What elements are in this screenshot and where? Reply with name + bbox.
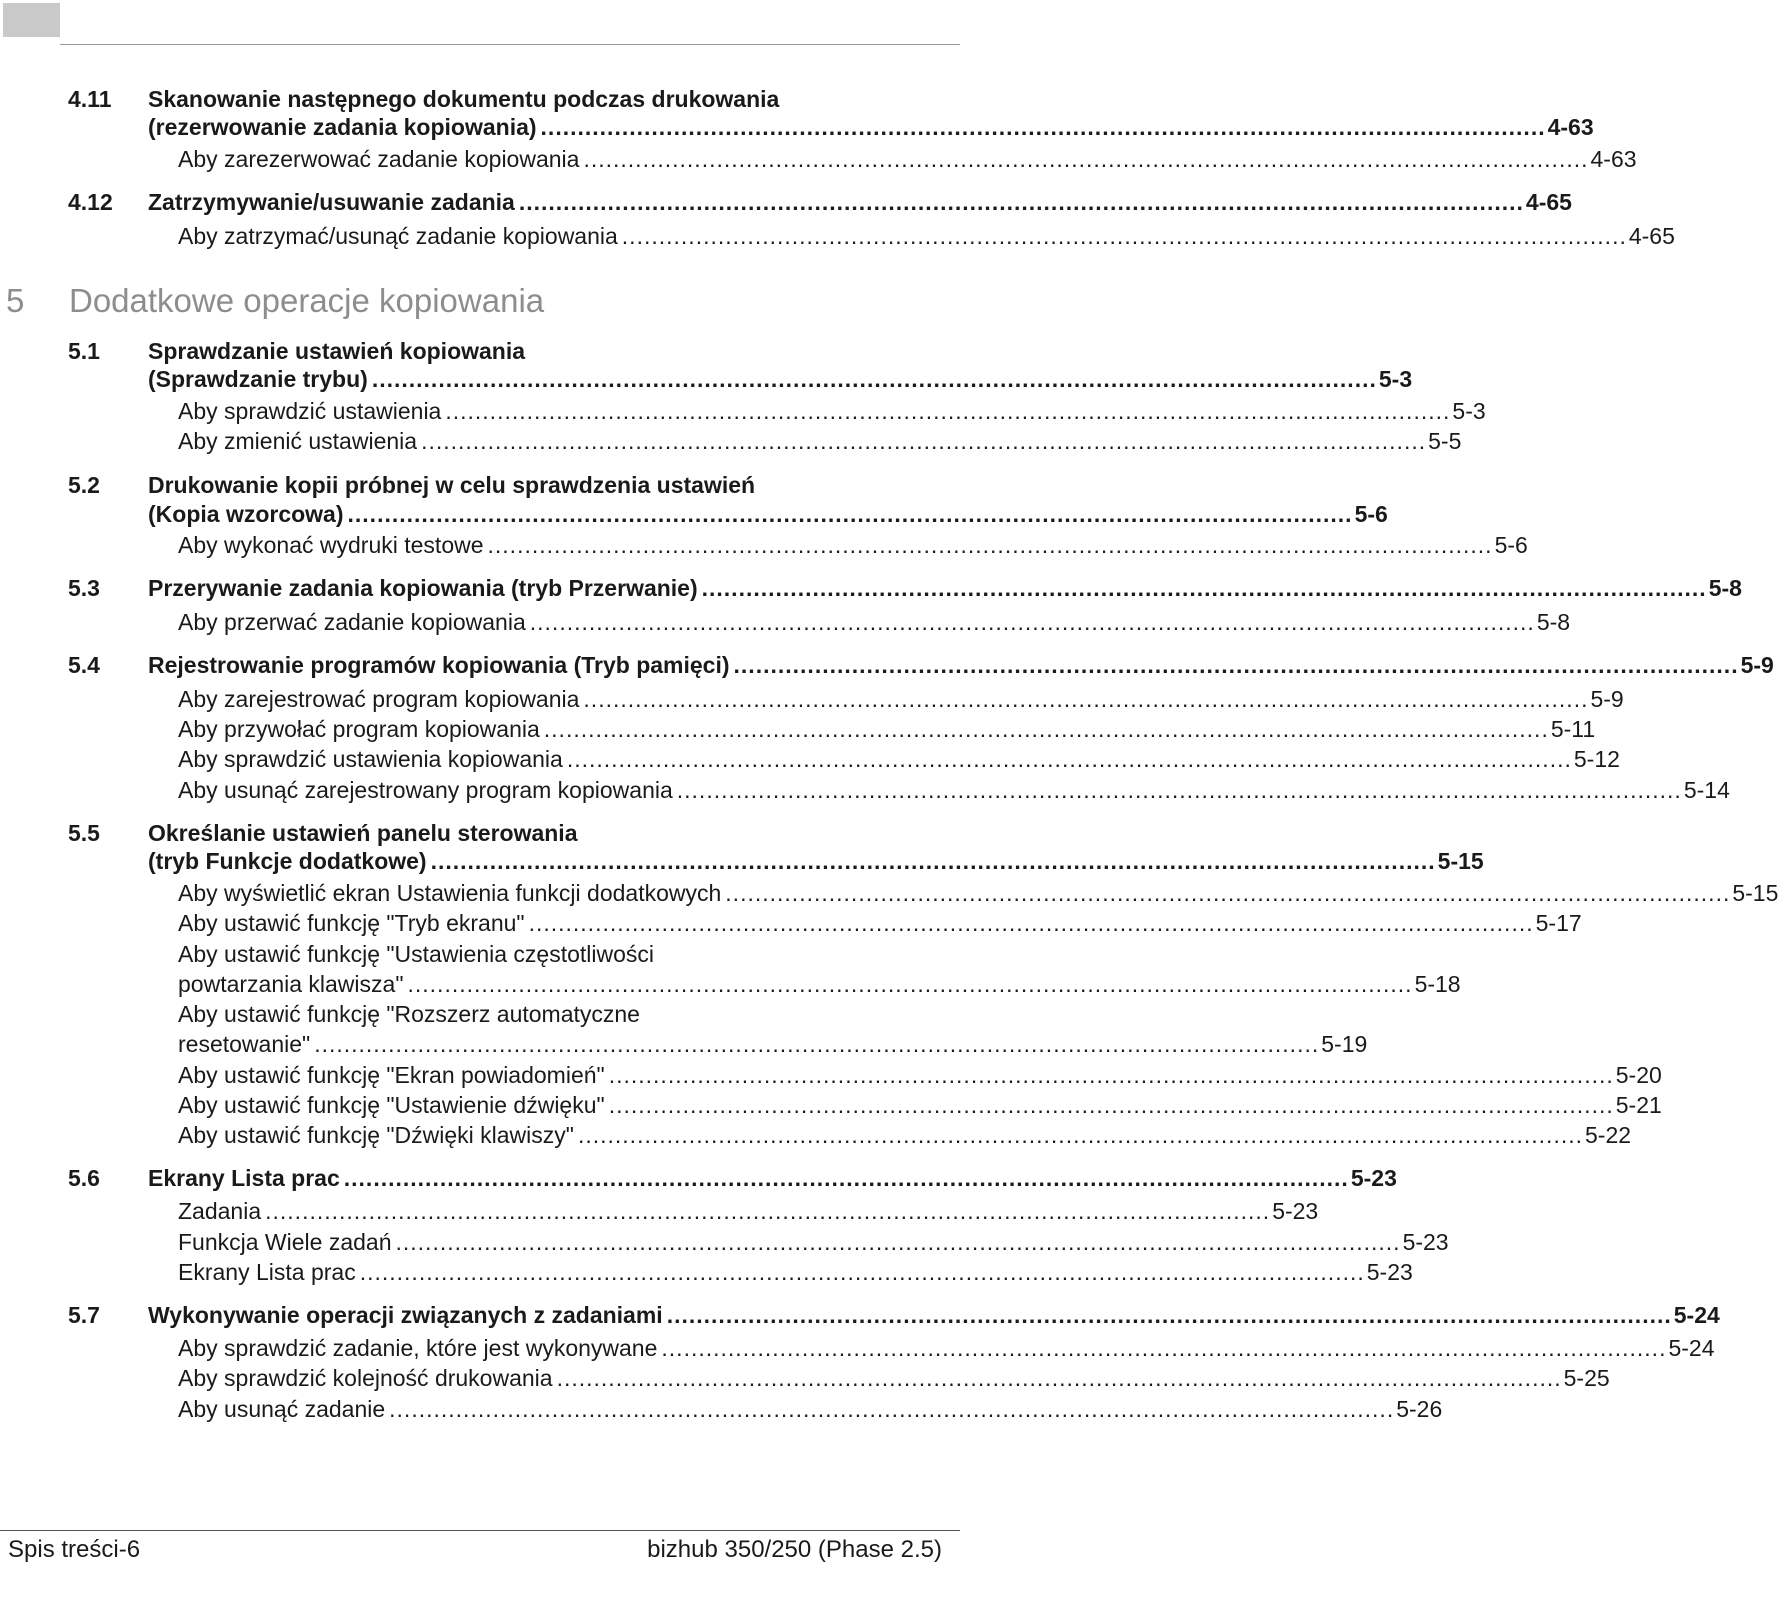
page-number: 5-3 [1378, 366, 1413, 392]
entry-title: Aby ustawić funkcję "Dźwięki klawiszy" [178, 1122, 574, 1148]
dot-leader: ........................................................................................................................................ [528, 910, 1534, 936]
entry-title: Aby przywołać program kopiowania [178, 716, 540, 742]
section-title-line1: Sprawdzanie ustawień kopiowania [148, 338, 526, 364]
dot-leader: ........................................................................................................................................ [445, 398, 1451, 424]
section-title-line2: (Sprawdzanie trybu) [148, 366, 368, 392]
dot-leader: ........................................................................................................................................ [359, 1259, 1365, 1285]
section-title: Wykonywanie operacji związanych z zadaniami [148, 1302, 663, 1328]
dot-leader: ........................................................................................................................................ [518, 189, 1524, 215]
dot-leader: ........................................................................................................................................ [540, 114, 1546, 140]
section-number: 5.7 [68, 1302, 100, 1328]
dot-leader: ........................................................................................................................................ [583, 146, 1589, 172]
toc-entry[interactable] [178, 532, 1528, 559]
toc-entry[interactable] [178, 716, 1596, 743]
dot-leader: ........................................................................................................................................ [621, 223, 1627, 249]
toc-entry[interactable] [178, 398, 1486, 425]
toc-section-5-2-line2[interactable] [148, 501, 1388, 528]
dot-leader: ........................................................................................................................................ [608, 1092, 1614, 1118]
entry-title: Ekrany Lista prac [178, 1259, 356, 1285]
toc-entry[interactable] [178, 1365, 1610, 1392]
toc-section-5-3[interactable] [68, 575, 1742, 602]
toc-entry[interactable] [178, 746, 1620, 773]
dot-leader: ........................................................................................................................................ [543, 716, 1549, 742]
dot-leader: ........................................................................................................................................ [556, 1365, 1562, 1391]
entry-title: Aby sprawdzić ustawienia kopiowania [178, 746, 563, 772]
chapter-title: Dodatkowe operacje kopiowania [69, 282, 545, 319]
entry-title: Aby zarejestrować program kopiowania [178, 686, 580, 712]
entry-title: Aby ustawić funkcję "Tryb ekranu" [178, 910, 525, 936]
toc-section-5-7[interactable] [68, 1302, 1720, 1329]
dot-leader: ........................................................................................................................................ [676, 777, 1682, 803]
toc-entry-line1[interactable] [178, 941, 654, 968]
toc-entry[interactable] [178, 1229, 1449, 1256]
page-number: 5-6 [1354, 501, 1388, 527]
entry-title-line1: Aby ustawić funkcję "Ustawienia częstotliwości [178, 941, 655, 967]
entry-title: Aby ustawić funkcję "Ustawienie dźwięku" [178, 1092, 605, 1118]
dot-leader: ........................................................................................................................................ [395, 1229, 1401, 1255]
section-number: 5.5 [68, 820, 100, 846]
entry-title-line2: resetowanie" [178, 1031, 311, 1057]
section-number: 5.3 [68, 575, 100, 601]
dot-leader: ........................................................................................................................................ [314, 1031, 1320, 1057]
page-number: 5-23 [1272, 1198, 1319, 1224]
entry-title: Zadania [178, 1198, 262, 1224]
dot-leader: ........................................................................................................................................ [701, 575, 1707, 601]
page-number: 5-9 [1740, 652, 1774, 678]
toc-entry[interactable] [178, 1062, 1662, 1089]
dot-leader: ........................................................................................................................................ [666, 1302, 1672, 1328]
dot-leader: ........................................................................................................................................ [725, 880, 1731, 906]
toc-entry[interactable] [178, 223, 1675, 250]
toc-section-5-2[interactable] [68, 472, 755, 499]
dot-leader: ........................................................................................................................................ [265, 1198, 1271, 1224]
dot-leader: ........................................................................................................................................ [343, 1165, 1349, 1191]
toc-section-5-5-line2[interactable] [148, 848, 1484, 875]
toc-section-4-12[interactable] [68, 189, 1572, 216]
toc-entry[interactable] [178, 1198, 1319, 1225]
footer-product-label: bizhub 350/250 (Phase 2.5) [647, 1536, 942, 1563]
entry-title: Funkcja Wiele zadań [178, 1229, 392, 1255]
page-number: 5-9 [1590, 686, 1624, 712]
page-number: 4-63 [1547, 114, 1594, 140]
toc-entry[interactable] [178, 971, 1461, 998]
page-number: 4-63 [1590, 146, 1637, 172]
page-number: 5-23 [1366, 1259, 1413, 1285]
toc-entry[interactable] [178, 1335, 1715, 1362]
dot-leader: ........................................................................................................................................ [566, 746, 1572, 772]
toc-entry[interactable] [178, 428, 1462, 455]
section-number: 4.12 [68, 189, 113, 215]
page-number: 4-65 [1525, 189, 1572, 215]
toc-entry[interactable] [178, 1396, 1443, 1423]
section-title: Przerywanie zadania kopiowania (tryb Przerwanie) [148, 575, 698, 601]
page-number: 4-65 [1628, 223, 1675, 249]
toc-entry[interactable] [178, 1259, 1413, 1286]
toc-entry[interactable] [178, 686, 1624, 713]
dot-leader: ........................................................................................................................................ [421, 428, 1427, 454]
entry-title-line2: powtarzania klawisza" [178, 971, 404, 997]
page-number: 5-6 [1494, 532, 1528, 558]
toc-entry[interactable] [178, 146, 1637, 173]
section-title-line1: Drukowanie kopii próbnej w celu sprawdzenia ustawień [148, 472, 756, 498]
toc-section-5-1[interactable] [68, 338, 525, 365]
dot-leader: ........................................................................................................................................ [608, 1062, 1614, 1088]
page-number: 5-17 [1535, 910, 1582, 936]
page-number: 5-15 [1437, 848, 1484, 874]
section-number: 5.6 [68, 1165, 100, 1191]
footer-rule [0, 1530, 960, 1531]
toc-section-5-1-line2[interactable] [148, 366, 1413, 393]
entry-title: Aby zmienić ustawienia [178, 428, 418, 454]
section-number: 4.11 [68, 86, 112, 112]
toc-entry[interactable] [178, 910, 1582, 937]
section-number: 5.2 [68, 472, 100, 498]
section-title-line2: (rezerwowanie zadania kopiowania) [148, 114, 537, 140]
page-number: 5-20 [1615, 1062, 1662, 1088]
footer-page-label: Spis treści-6 [8, 1536, 141, 1563]
entry-title: Aby przerwać zadanie kopiowania [178, 609, 526, 635]
entry-title: Aby sprawdzić zadanie, które jest wykonywane [178, 1335, 658, 1361]
page-number: 5-23 [1350, 1165, 1397, 1191]
dot-leader: ........................................................................................................................................ [583, 686, 1589, 712]
toc-entry[interactable] [178, 609, 1571, 636]
toc-entry[interactable] [178, 1122, 1632, 1149]
toc-entry-line1[interactable] [178, 1001, 640, 1028]
toc-entry[interactable] [178, 1031, 1368, 1058]
section-title: Rejestrowanie programów kopiowania (Tryb pamięci) [148, 652, 730, 678]
section-title: Ekrany Lista prac [148, 1165, 340, 1191]
dot-leader: ........................................................................................................................................ [389, 1396, 1395, 1422]
toc-entry[interactable] [178, 777, 1730, 804]
entry-title: Aby wyświetlić ekran Ustawienia funkcji dodatkowych [178, 880, 722, 906]
toc-entry[interactable] [178, 1092, 1662, 1119]
page-number: 5-11 [1550, 716, 1596, 742]
page-number: 5-25 [1563, 1365, 1610, 1391]
section-title-line1: Określanie ustawień panelu sterowania [148, 820, 578, 846]
entry-title: Aby ustawić funkcję "Ekran powiadomień" [178, 1062, 605, 1088]
entry-title: Aby usunąć zadanie [178, 1396, 386, 1422]
page-number: 5-21 [1615, 1092, 1662, 1118]
dot-leader: ........................................................................................................................................ [487, 532, 1493, 558]
page-number: 5-24 [1668, 1335, 1715, 1361]
page-number: 5-14 [1683, 777, 1730, 803]
page-number: 5-12 [1573, 746, 1620, 772]
dot-leader: ........................................................................................................................................ [661, 1335, 1667, 1361]
toc-section-4-11[interactable] [68, 86, 779, 113]
page-number: 5-5 [1428, 428, 1462, 454]
page-number: 5-15 [1732, 880, 1778, 906]
dot-leader: ........................................................................................................................................ [407, 971, 1413, 997]
page-number: 5-3 [1452, 398, 1486, 424]
page-number: 5-8 [1708, 575, 1742, 601]
page-number: 5-23 [1402, 1229, 1449, 1255]
section-title-line2: (Kopia wzorcowa) [148, 501, 344, 527]
entry-title: Aby wykonać wydruki testowe [178, 532, 484, 558]
dot-leader: ........................................................................................................................................ [529, 609, 1535, 635]
toc-section-5-6[interactable] [68, 1165, 1397, 1192]
section-title: Zatrzymywanie/usuwanie zadania [148, 189, 515, 215]
entry-title-line1: Aby ustawić funkcję "Rozszerz automatyczne [178, 1001, 640, 1027]
dot-leader: ........................................................................................................................................ [577, 1122, 1584, 1148]
entry-title: Aby zatrzymać/usunąć zadanie kopiowania [178, 223, 618, 249]
dot-leader: ........................................................................................................................................ [430, 848, 1436, 874]
entry-title: Aby usunąć zarejestrowany program kopiowania [178, 777, 673, 803]
page-number: 5-26 [1396, 1396, 1443, 1422]
section-number: 5.1 [68, 338, 100, 364]
toc-section-5-5[interactable] [68, 820, 578, 847]
dot-leader: ........................................................................................................................................ [347, 501, 1353, 527]
section-title-line2: (tryb Funkcje dodatkowe) [148, 848, 427, 874]
toc-entry[interactable] [178, 880, 1778, 907]
dot-leader: ........................................................................................................................................ [733, 652, 1739, 678]
chapter-number: 5 [6, 282, 25, 319]
page-number: 5-24 [1673, 1302, 1720, 1328]
page-number: 5-18 [1414, 971, 1461, 997]
entry-title: Aby sprawdzić ustawienia [178, 398, 442, 424]
section-number: 5.4 [68, 652, 100, 678]
dot-leader: ........................................................................................................................................ [371, 366, 1377, 392]
entry-title: Aby sprawdzić kolejność drukowania [178, 1365, 553, 1391]
toc-section-4-11-line2[interactable] [148, 114, 1594, 141]
toc-section-5-4[interactable] [68, 652, 1774, 679]
page-number: 5-8 [1536, 609, 1571, 635]
section-title-line1: Skanowanie następnego dokumentu podczas drukowania [148, 86, 780, 112]
chapter-heading[interactable] [6, 282, 544, 320]
entry-title: Aby zarezerwować zadanie kopiowania [178, 146, 580, 172]
page-number: 5-22 [1585, 1122, 1632, 1148]
page-number: 5-19 [1321, 1031, 1368, 1057]
